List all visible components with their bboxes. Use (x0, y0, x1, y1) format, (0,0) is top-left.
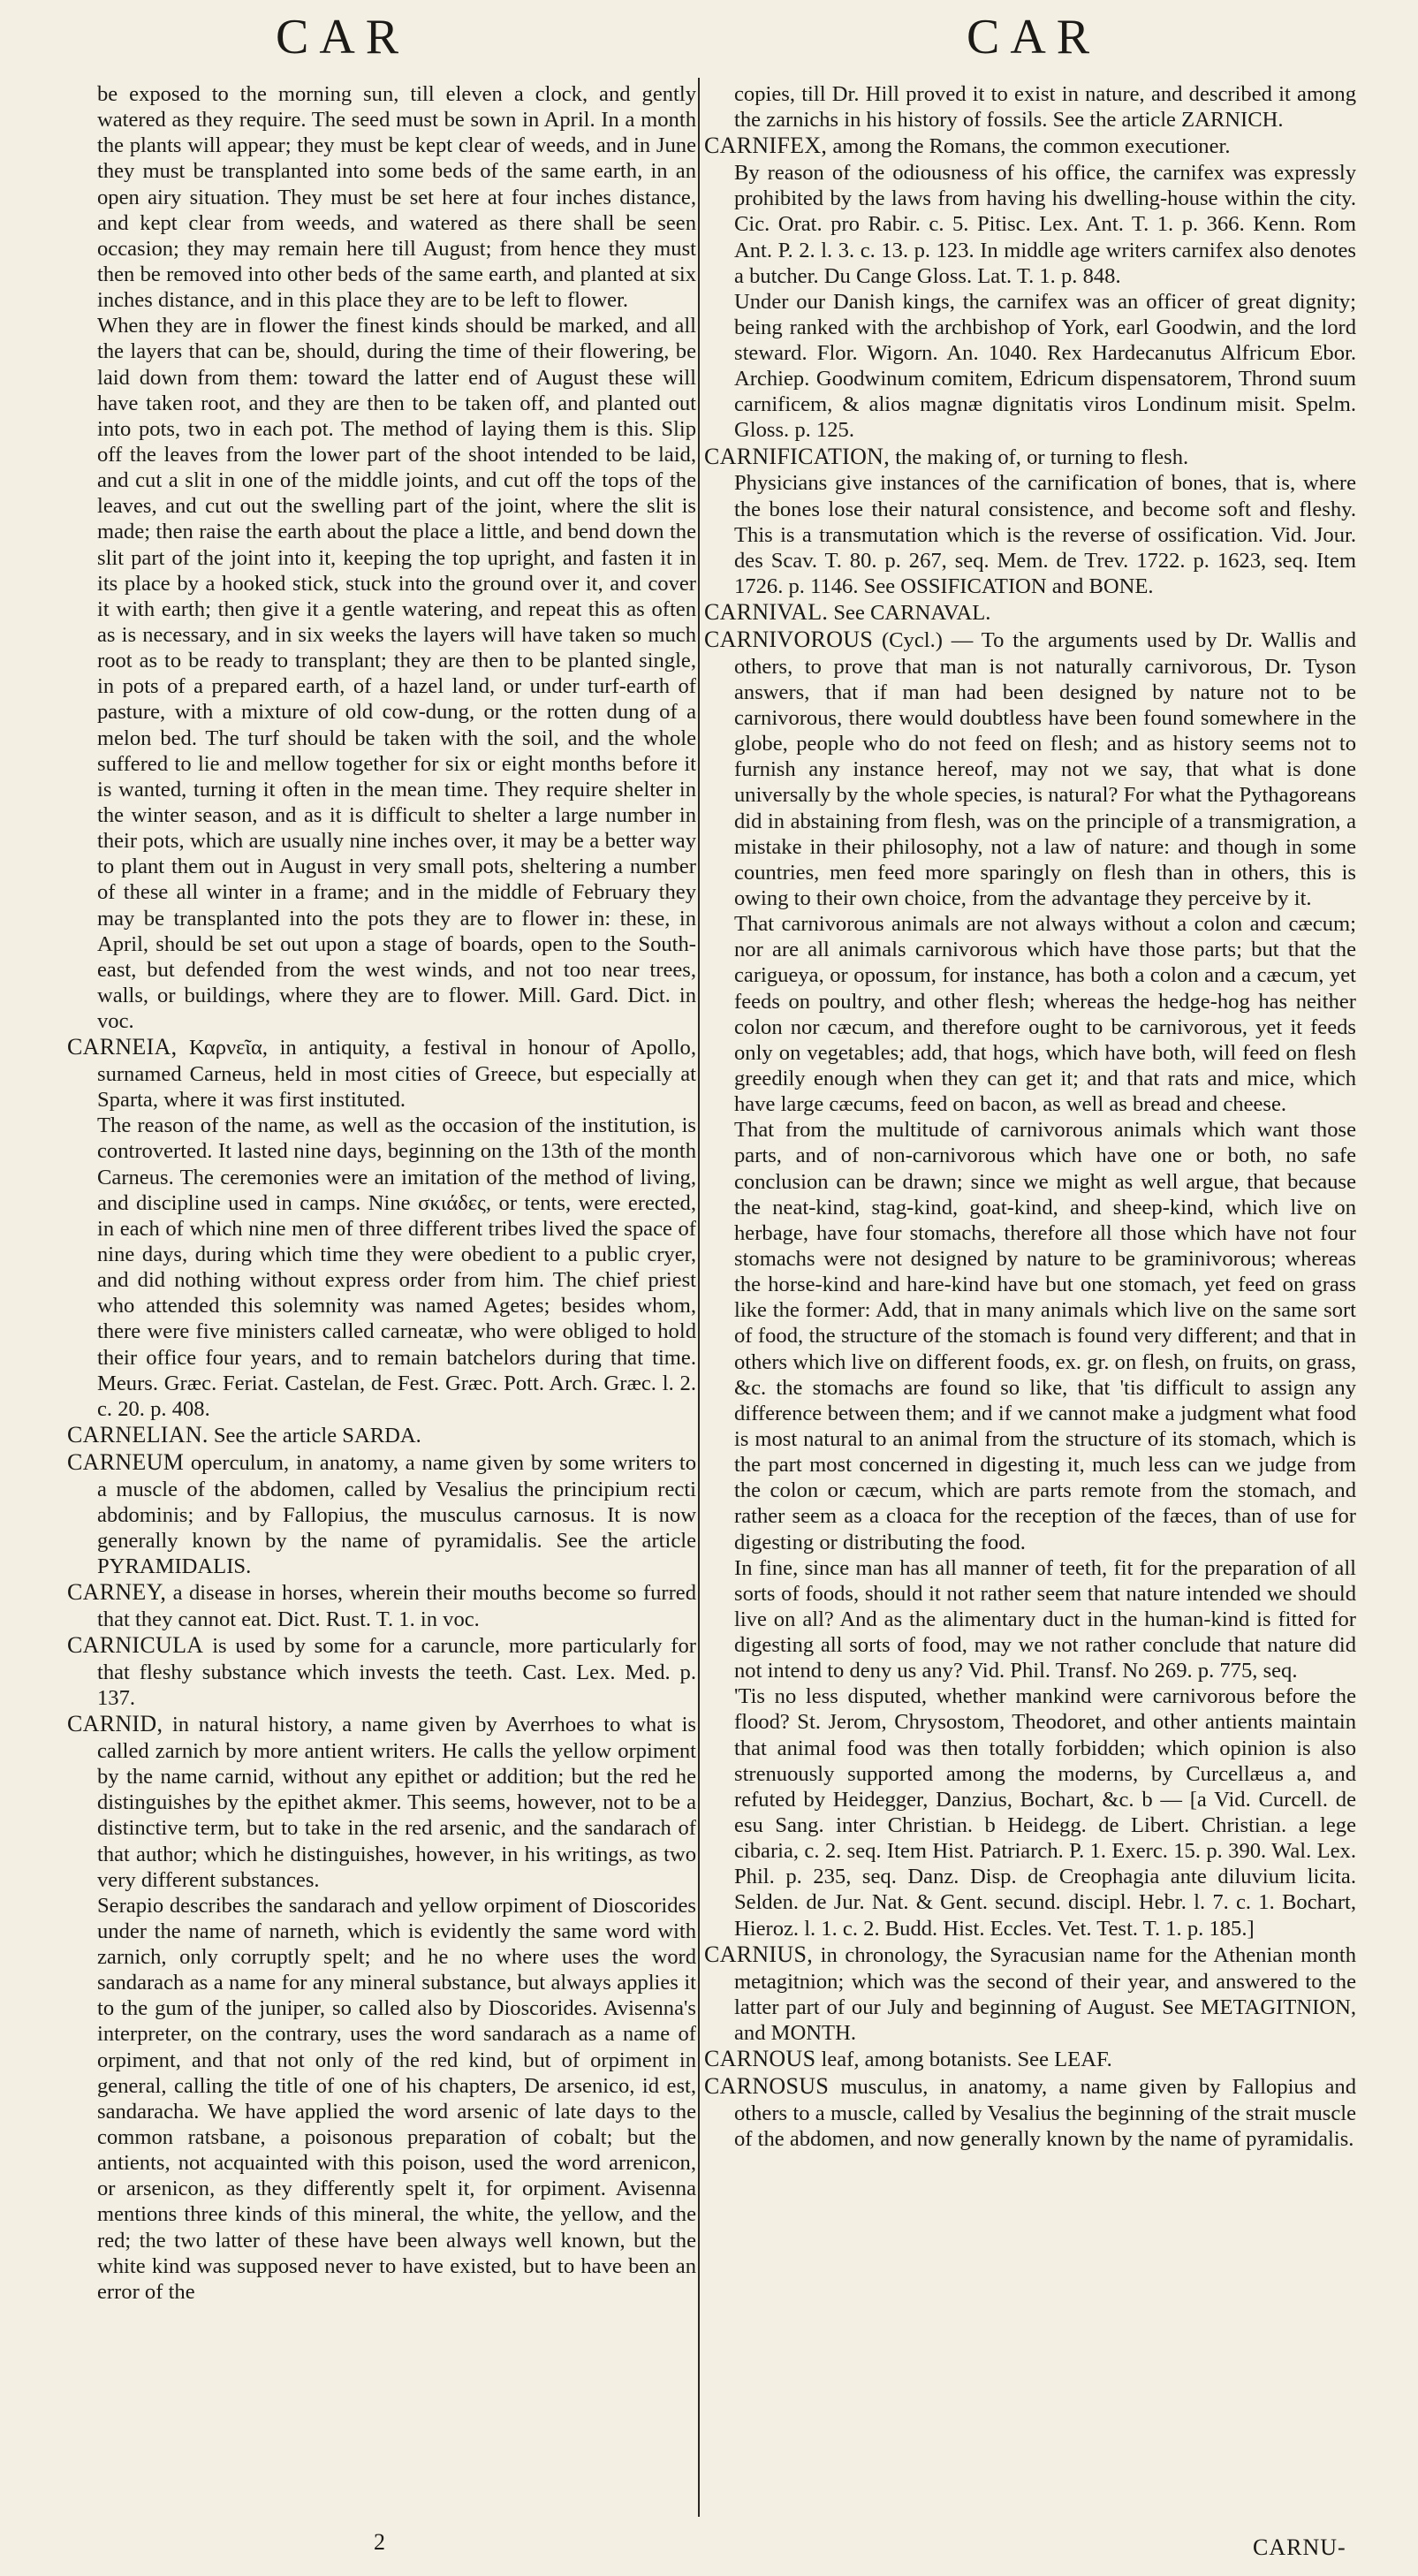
entry-text: See the article SARDA. (213, 1423, 421, 1448)
entry-paragraph (704, 1683, 1356, 1941)
entry-text: By reason of the odiousness of his office, the carnifex was expressly prohibited by the laws from having his dwelling-house within the city. Cic. Orat. pro Rabir. c. 5. Pitisc. Lex. Ant. T. 1. p. 366. Kenn. Rom Ant. P. 2. l. 3. c. 13. p. 123. In middle age writers carnifex also denotes a butcher. Du Cange Gloss. Lat. T. 1. p. 848. (734, 161, 1356, 288)
entry-text: Serapio describes the sandarach and yellow orpiment of Dioscorides under the name of narneth, which is evidently the same word with zarnich, only corruptly spelt; and he no where uses the word sandarach as a name for any mineral substance, but always applies it to the gum of the juniper, so called also by Dioscorides. Avisenna's interpreter, on the contrary, uses the word sandarach as a name of orpiment, and that not only of the red kind, but of orpiment in general, calling the title of one of his chapters, De arsenico, id est, sandaracha. We have applied the word arsenic of late days to the common ratsbane, a poisonous preparation of cobalt; but the antients, not acquainted with this poison, used the word arrenicon, or arsenicon, as they differently spelt it, for orpiment. Avisenna mentions three kinds of this mineral, the white, the yellow, and the red; the two latter of these have been always well known, but the white kind was supposed never to have existed, but to have been an error of the (97, 1893, 696, 2304)
dictionary-entry (704, 1941, 1356, 2046)
entry-paragraph (704, 160, 1356, 289)
right-column (704, 81, 1356, 2152)
entry-paragraph (704, 289, 1356, 444)
column-rule (698, 78, 700, 2517)
headword: CARNID, (67, 1711, 163, 1737)
headword: CARNOUS (704, 2045, 816, 2071)
dictionary-entry (704, 2046, 1356, 2073)
entry-paragraph (704, 1117, 1356, 1554)
entry-text: Under our Danish kings, the carnifex was an officer of great dignity; being ranked with the archbishop of York, earl Goodwin, and the lord steward. Flor. Wigorn. An. 1040. Rex Hardecanutus Alfricum Ebor. Archiep. Goodwinum comitem, Edricum dispensatorem, Thrond suum carnificem, & alios magnæ dignitatis viros Londinum misit. Spelm. Gloss. p. 125. (734, 289, 1356, 443)
entry-text: That carnivorous animals are not always without a colon and cæcum; nor are all animals carnivorous which have those parts; but that the carigueya, or opossum, for instance, has both a colon and a cæcum, yet feeds on poultry, and other flesh; whereas the hedge-hog has neither colon nor cæcum, and therefore ought to be carnivorous, yet it feeds only on vegetables; add, that hogs, which have both, will feed on flesh greedily enough when they can get it; and that rats and mice, which have large cæcums, feed on bacon, as well as bread and cheese. (734, 912, 1356, 1117)
headword: CARNOSUS (704, 2072, 830, 2099)
entry-text: 'Tis no less disputed, whether mankind were carnivorous before the flood? St. Jerom, Chrysostom, Theodoret, and other antients maintain that animal food was then totally forbidden; which opinion is also strenuously supported among the moderns, by Curcellæus a, and refuted by Heidegger, Danzius, Bochart, &c. b — [a Vid. Curcell. de esu Sang. inter Christian. b Heidegg. de Libert. Christian. a lege cibaria, c. 2. seq. Item Hist. Patriarch. P. 1. Exerc. 15. p. 390. Wal. Lex. Phil. p. 235, seq. Danz. Disp. de Creophagia ante diluvium licita. Selden. de Jur. Nat. & Gent. secund. discipl. Hebr. l. 7. c. 1. Bochart, Hieroz. l. 1. c. 2. Budd. Hist. Eccles. Vet. Test. T. 1. p. 185.] (734, 1684, 1356, 1941)
dictionary-entry (67, 1632, 696, 1711)
headword: CARNIFEX, (704, 133, 828, 159)
entry-text: See CARNAVAL. (833, 601, 991, 626)
catchword: CARNU- (1253, 2534, 1346, 2560)
entry-paragraph (704, 470, 1356, 599)
left-column (67, 81, 696, 2305)
entry-text: in natural history, a name given by Averrhoes to what is called zarnich by more antient writers. He calls the yellow orpiment by the name carnid, without any epithet or addition; but the red he distinguishes by the epithet akmer. This seems, however, not to be a distinctive term, but to take in the red arsenic, and the sandarach of that author; which he distinguishes, however, in his writings, as two very different substances. (97, 1713, 697, 1892)
headword: CARNEY, (67, 1579, 167, 1606)
entry-paragraph (704, 911, 1356, 1117)
entry-text: is used by some for a caruncle, more particularly for that fleshy substance which invests the teeth. Cast. Lex. Med. p. 137. (97, 1634, 696, 1710)
entry-text: The reason of the name, as well as the occasion of the institution, is controverted. It lasted nine days, beginning on the 13th of the month Carneus. The ceremonies were an imitation of the method of living, and discipline used in camps. Nine σκιάδες, or tents, were erected, in each of which nine men of three different tribes lived the space of nine days, during which time they were obedient to a public cryer, and did nothing without express order from him. The chief priest who attended this solemnity was named Agetes; besides whom, there were five ministers called carneatæ, who were obliged to hold their office four years, and to remain batchelors during that time. Meurs. Græc. Feriat. Castelan, de Fest. Græc. Pott. Arch. Græc. l. 2. c. 20. p. 408. (97, 1113, 696, 1421)
headword: CARNELIAN. (67, 1421, 209, 1448)
entry-paragraph (704, 81, 1356, 133)
running-head-right: CAR (967, 10, 1101, 65)
running-head-left: CAR (276, 10, 410, 65)
entry-text: In fine, since man has all manner of teeth, fit for the preparation of all sorts of foods, should it not rather seem that nature intended we should live on all? And as the alimentary duct in the human-kind is fitted for digesting all sorts of food, may we not rather conclude that nature did not intend to deny us any? Vid. Phil. Transf. No 269. p. 775, seq. (734, 1555, 1356, 1683)
headword: CARNEIA, (67, 1034, 178, 1060)
entry-text: in chronology, the Syracusian name for the Athenian month metagitnion; which was the second of their year, and answered to the latter part of our July and beginning of August. See METAGITNION, and MONTH. (734, 1942, 1356, 2045)
entry-text: a disease in horses, wherein their mouths become so furred that they cannot eat. Dict. Rust. T. 1. in voc. (97, 1581, 696, 1631)
entry-text: be exposed to the morning sun, till eleven a clock, and gently watered as they require. The seed must be sown in April. In a month the plants will appear; they must be kept clear of weeds, and in June they must be transplanted into some beds of the same earth, in an open airy situation. They must be set here at four inches distance, and kept clear from weeds, and watered as there shall be seen occasion; they may remain here till August; from hence they must then be removed into other beds of the same earth, and planted at six inches distance, and in this place they are to be left to flower. (97, 82, 696, 313)
entry-text: Καρνεῖα, in antiquity, a festival in honour of Apollo, surnamed Carneus, held in most cities of Greece, but especially at Sparta, where it was first instituted. (97, 1036, 696, 1113)
entry-paragraph (67, 81, 696, 313)
entry-paragraph (704, 1555, 1356, 1684)
entry-paragraph (67, 313, 696, 1034)
dictionary-entry (704, 444, 1356, 471)
entry-text: among the Romans, the common executioner. (832, 134, 1231, 159)
entry-text: copies, till Dr. Hill proved it to exist in nature, and described it among the zarnichs in his history of fossils. See the article ZARNICH. (734, 82, 1356, 133)
dictionary-entry (704, 133, 1356, 160)
entry-text: (Cycl.) — To the arguments used by Dr. Wallis and others, to prove that man is not naturally carnivorous, Dr. Tyson answers, that if man had been designed by nature not to be carnivorous, there would doubtless have been found somewhere in the globe, people who do not feed on flesh; and as history seems not to furnish any instance hereof, may not we say, that what is done universally by the whole species, is natural? For what the Pythagoreans did in abstaining from flesh, was on the principle of a transmigration, a mistake in their philosophy, not a law of nature: and though in some countries, men feed more sparingly on flesh than in others, this is owing to their own choice, from the advantage they perceive by it. (734, 627, 1356, 910)
entry-text: leaf, among botanists. See LEAF. (821, 2047, 1112, 2071)
entry-text: musculus, in anatomy, a name given by Fallopius and others to a muscle, called by Vesalius the beginning of the strait muscle of the abdomen, and now generally known by the name of pyramidalis. (734, 2074, 1356, 2151)
entry-paragraph (67, 1113, 696, 1422)
headword: CARNEUM (67, 1448, 185, 1475)
dictionary-entry (67, 1711, 696, 1893)
headword: CARNICULA (67, 1632, 204, 1659)
entry-text: When they are in flower the finest kinds should be marked, and all the layers that can be, should, during the time of their flowering, be laid down from them: toward the latter end of August these will have taken root, and they are then to be taken off, and planted out into pots, two in each pot. The method of laying them is this. Slip off the leaves from the lower part of the shoot intended to be laid, and cut a slit in one of the middle joints, and cut off the tops of the leaves, and cut out the swelling part of the joint, where the slit is made; then raise the earth about the place a little, and bend down the slit part of the joint into it, keeping the top upright, and fasten it in its place by a hooked stick, stuck into the ground over it, and cover it with earth; then give it a gentle watering, and repeat this as often as is necessary, and in six weeks the layers will have taken so much root as to be ready to transplant; they are then to be planted single, in pots of a prepared earth, of a hazel land, or under turf-earth of pasture, with a mixture of old cow-dung, or the rotten dung of a melon bed. The turf should be taken with the soil, and the whole suffered to lie and mellow together for six or eight months before it is wanted, turning it often in the mean time. They require shelter in the winter season, and as it is difficult to shelter a large number in their pots, which are usually nine inches over, it may be a better way to plant them out in August in very small pots, sheltering a number of these all winter in a frame; and in the middle of February they may be transplanted into the pots they are to flower in: these, in April, should be set out upon a stage of boards, open to the South-east, but defended from the west winds, and not too near trees, walls, or buildings, where they are to flower. Mill. Gard. Dict. in voc. (97, 314, 696, 1034)
headword: CARNIVOROUS (704, 626, 874, 652)
headword: CARNIFICATION, (704, 443, 891, 469)
running-head (0, 9, 1418, 65)
headword: CARNIUS, (704, 1941, 814, 1967)
dictionary-entry (704, 599, 1356, 627)
entry-text: Physicians give instances of the carnification of bones, that is, where the bones lose their natural consistence, and become soft and fleshy. This is a transmutation which is the reverse of ossification. Vid. Jour. des Scav. T. 80. p. 267, seq. Mem. de Trev. 1722. p. 1623, seq. Item 1726. p. 1146. See OSSIFICATION and BONE. (734, 471, 1356, 598)
dictionary-entry (67, 1034, 696, 1113)
entry-paragraph (67, 1893, 696, 2305)
page-number: 2 (374, 2529, 385, 2555)
dictionary-entry (67, 1579, 696, 1632)
entry-text: the making of, or turning to flesh. (895, 445, 1189, 469)
dictionary-entry (67, 1422, 696, 1449)
entry-text: operculum, in anatomy, a name given by some writers to a muscle of the abdomen, called by Vesalius the principium recti abdominis; and by Fallopius, the musculus carnosus. It is now generally known by the name of pyramidalis. See the article PYRAMIDALIS. (97, 1450, 696, 1578)
dictionary-entry (704, 627, 1356, 911)
headword: CARNIVAL. (704, 599, 829, 626)
dictionary-entry (704, 2073, 1356, 2152)
entry-text: That from the multitude of carnivorous animals which want those parts, and of non-carnivorous which have one or both, no safe conclusion can be drawn; since we might as well argue, that because the neat-kind, stag-kind, goat-kind, and sheep-kind, which live on herbage, have four stomachs, therefore all those which have not four stomachs were not designed by nature to be graminivorous; whereas the horse-kind and hare-kind have but one stomach, yet feed on grass like the former: Add, that in many animals which live on the same sort of food, the structure of the stomach is found very different; and that in others which live on different foods, ex. gr. on flesh, on fruits, on grass, &c. the stomachs are found so like, that 'tis difficult to assign any difference between them; and if we cannot make a judgment what food is most natural to an animal from the structure of its stomach, which is the part most concerned in digesting it, much less can we judge from the colon or cæcum, which are parts remote from the stomach, and rather seem as a cloaca for the reception of the fæces, than of use for digesting or distributing the food. (734, 1118, 1356, 1554)
dictionary-entry (67, 1449, 696, 1579)
